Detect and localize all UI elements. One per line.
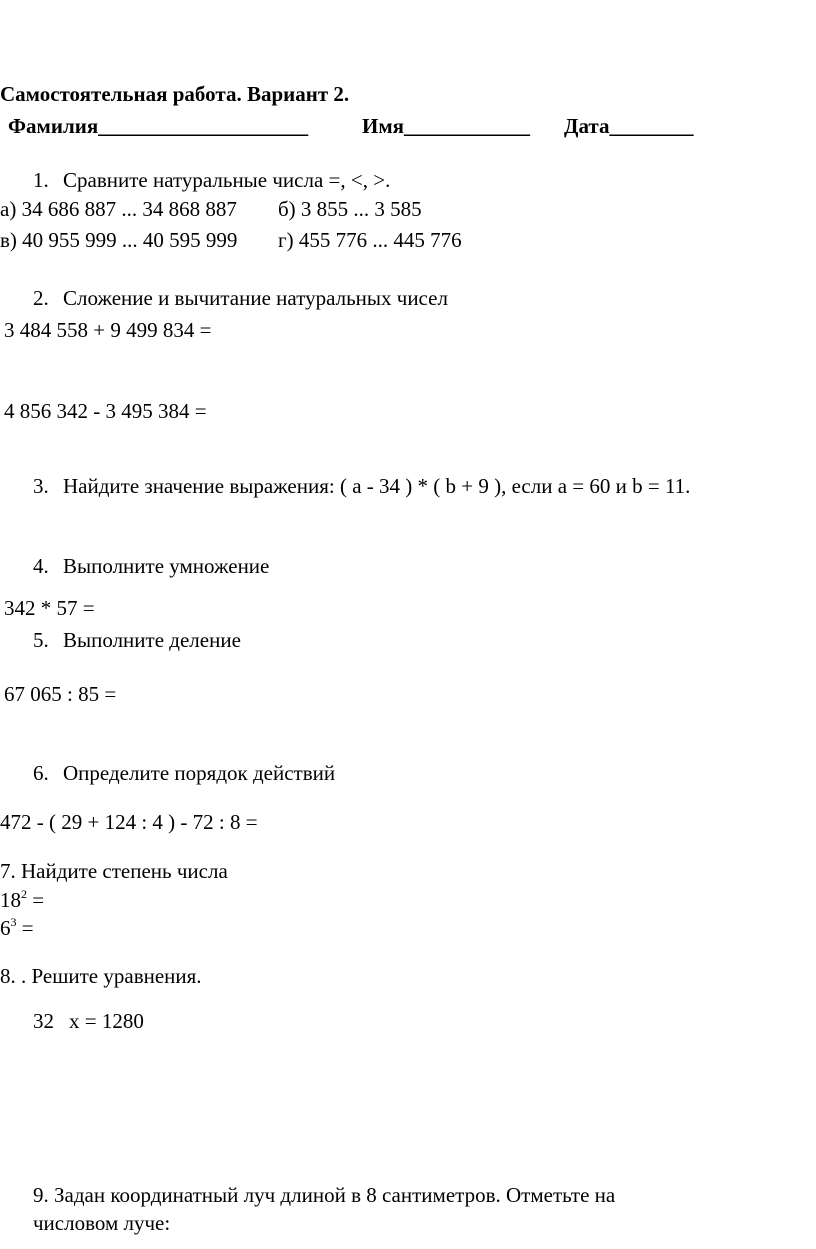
task1-item-a: а) 34 686 887 ... 34 868 887 bbox=[0, 197, 237, 221]
task9-line2: числовом луче: bbox=[33, 1211, 171, 1235]
task1-number: 1. bbox=[33, 168, 49, 192]
task4-text: Выполните умножение bbox=[63, 554, 270, 578]
task2-expr1: 3 484 558 + 9 499 834 = bbox=[4, 318, 212, 342]
task2-expr2: 4 856 342 - 3 495 384 = bbox=[4, 399, 207, 423]
task8-text: 8. . Решите уравнения. bbox=[0, 964, 202, 988]
task7-power-2-base: 6 bbox=[0, 916, 11, 940]
task8-equation-left: 32 bbox=[33, 1009, 54, 1033]
task7-power-1-exponent: 2 bbox=[21, 887, 27, 901]
task8-equation-right: x = 1280 bbox=[69, 1009, 144, 1033]
task3-text: Найдите значение выражения: ( a - 34 ) * ( b + 9 ), если a = 60 и b = 11. bbox=[63, 474, 691, 498]
task6-text: Определите порядок действий bbox=[63, 761, 336, 785]
task7-text: 7. Найдите степень числа bbox=[0, 859, 228, 883]
task3-number: 3. bbox=[33, 474, 49, 498]
task5-number: 5. bbox=[33, 628, 49, 652]
task7-power-2-exponent: 3 bbox=[10, 915, 17, 929]
task7-power-1-rest: = bbox=[27, 888, 45, 912]
task5-expr: 67 065 : 85 = bbox=[4, 682, 117, 706]
surname-field-label: Фамилия____________________ bbox=[8, 114, 309, 138]
task1-item-v: в) 40 955 999 ... 40 595 999 bbox=[0, 228, 238, 252]
task2-number: 2. bbox=[33, 286, 49, 310]
task2-text: Сложение и вычитание натуральных чисел bbox=[63, 286, 448, 310]
task1-text: Сравните натуральные числа =, <, >. bbox=[63, 168, 391, 192]
task1-item-g: г) 455 776 ... 445 776 bbox=[278, 228, 462, 252]
task1-item-b: б) 3 855 ... 3 585 bbox=[278, 197, 422, 221]
task7-power-2 bbox=[0, 915, 34, 940]
task7-power-1-base: 18 bbox=[0, 888, 21, 912]
task5-text: Выполните деление bbox=[63, 628, 241, 652]
task4-expr: 342 * 57 = bbox=[4, 596, 95, 620]
task6-number: 6. bbox=[33, 761, 49, 785]
task7-power-2-rest: = bbox=[16, 916, 34, 940]
task6-expr: 472 - ( 29 + 124 : 4 ) - 72 : 8 = bbox=[0, 810, 258, 834]
task9-line1: 9. Задан координатный луч длиной в 8 сантиметров. Отметьте на bbox=[33, 1183, 616, 1207]
task4-number: 4. bbox=[33, 554, 49, 578]
task7-power-1 bbox=[0, 887, 45, 912]
date-field-label: Дата________ bbox=[564, 114, 694, 138]
worksheet-title: Самостоятельная работа. Вариант 2. bbox=[0, 82, 350, 106]
name-field-label: Имя____________ bbox=[362, 114, 530, 138]
